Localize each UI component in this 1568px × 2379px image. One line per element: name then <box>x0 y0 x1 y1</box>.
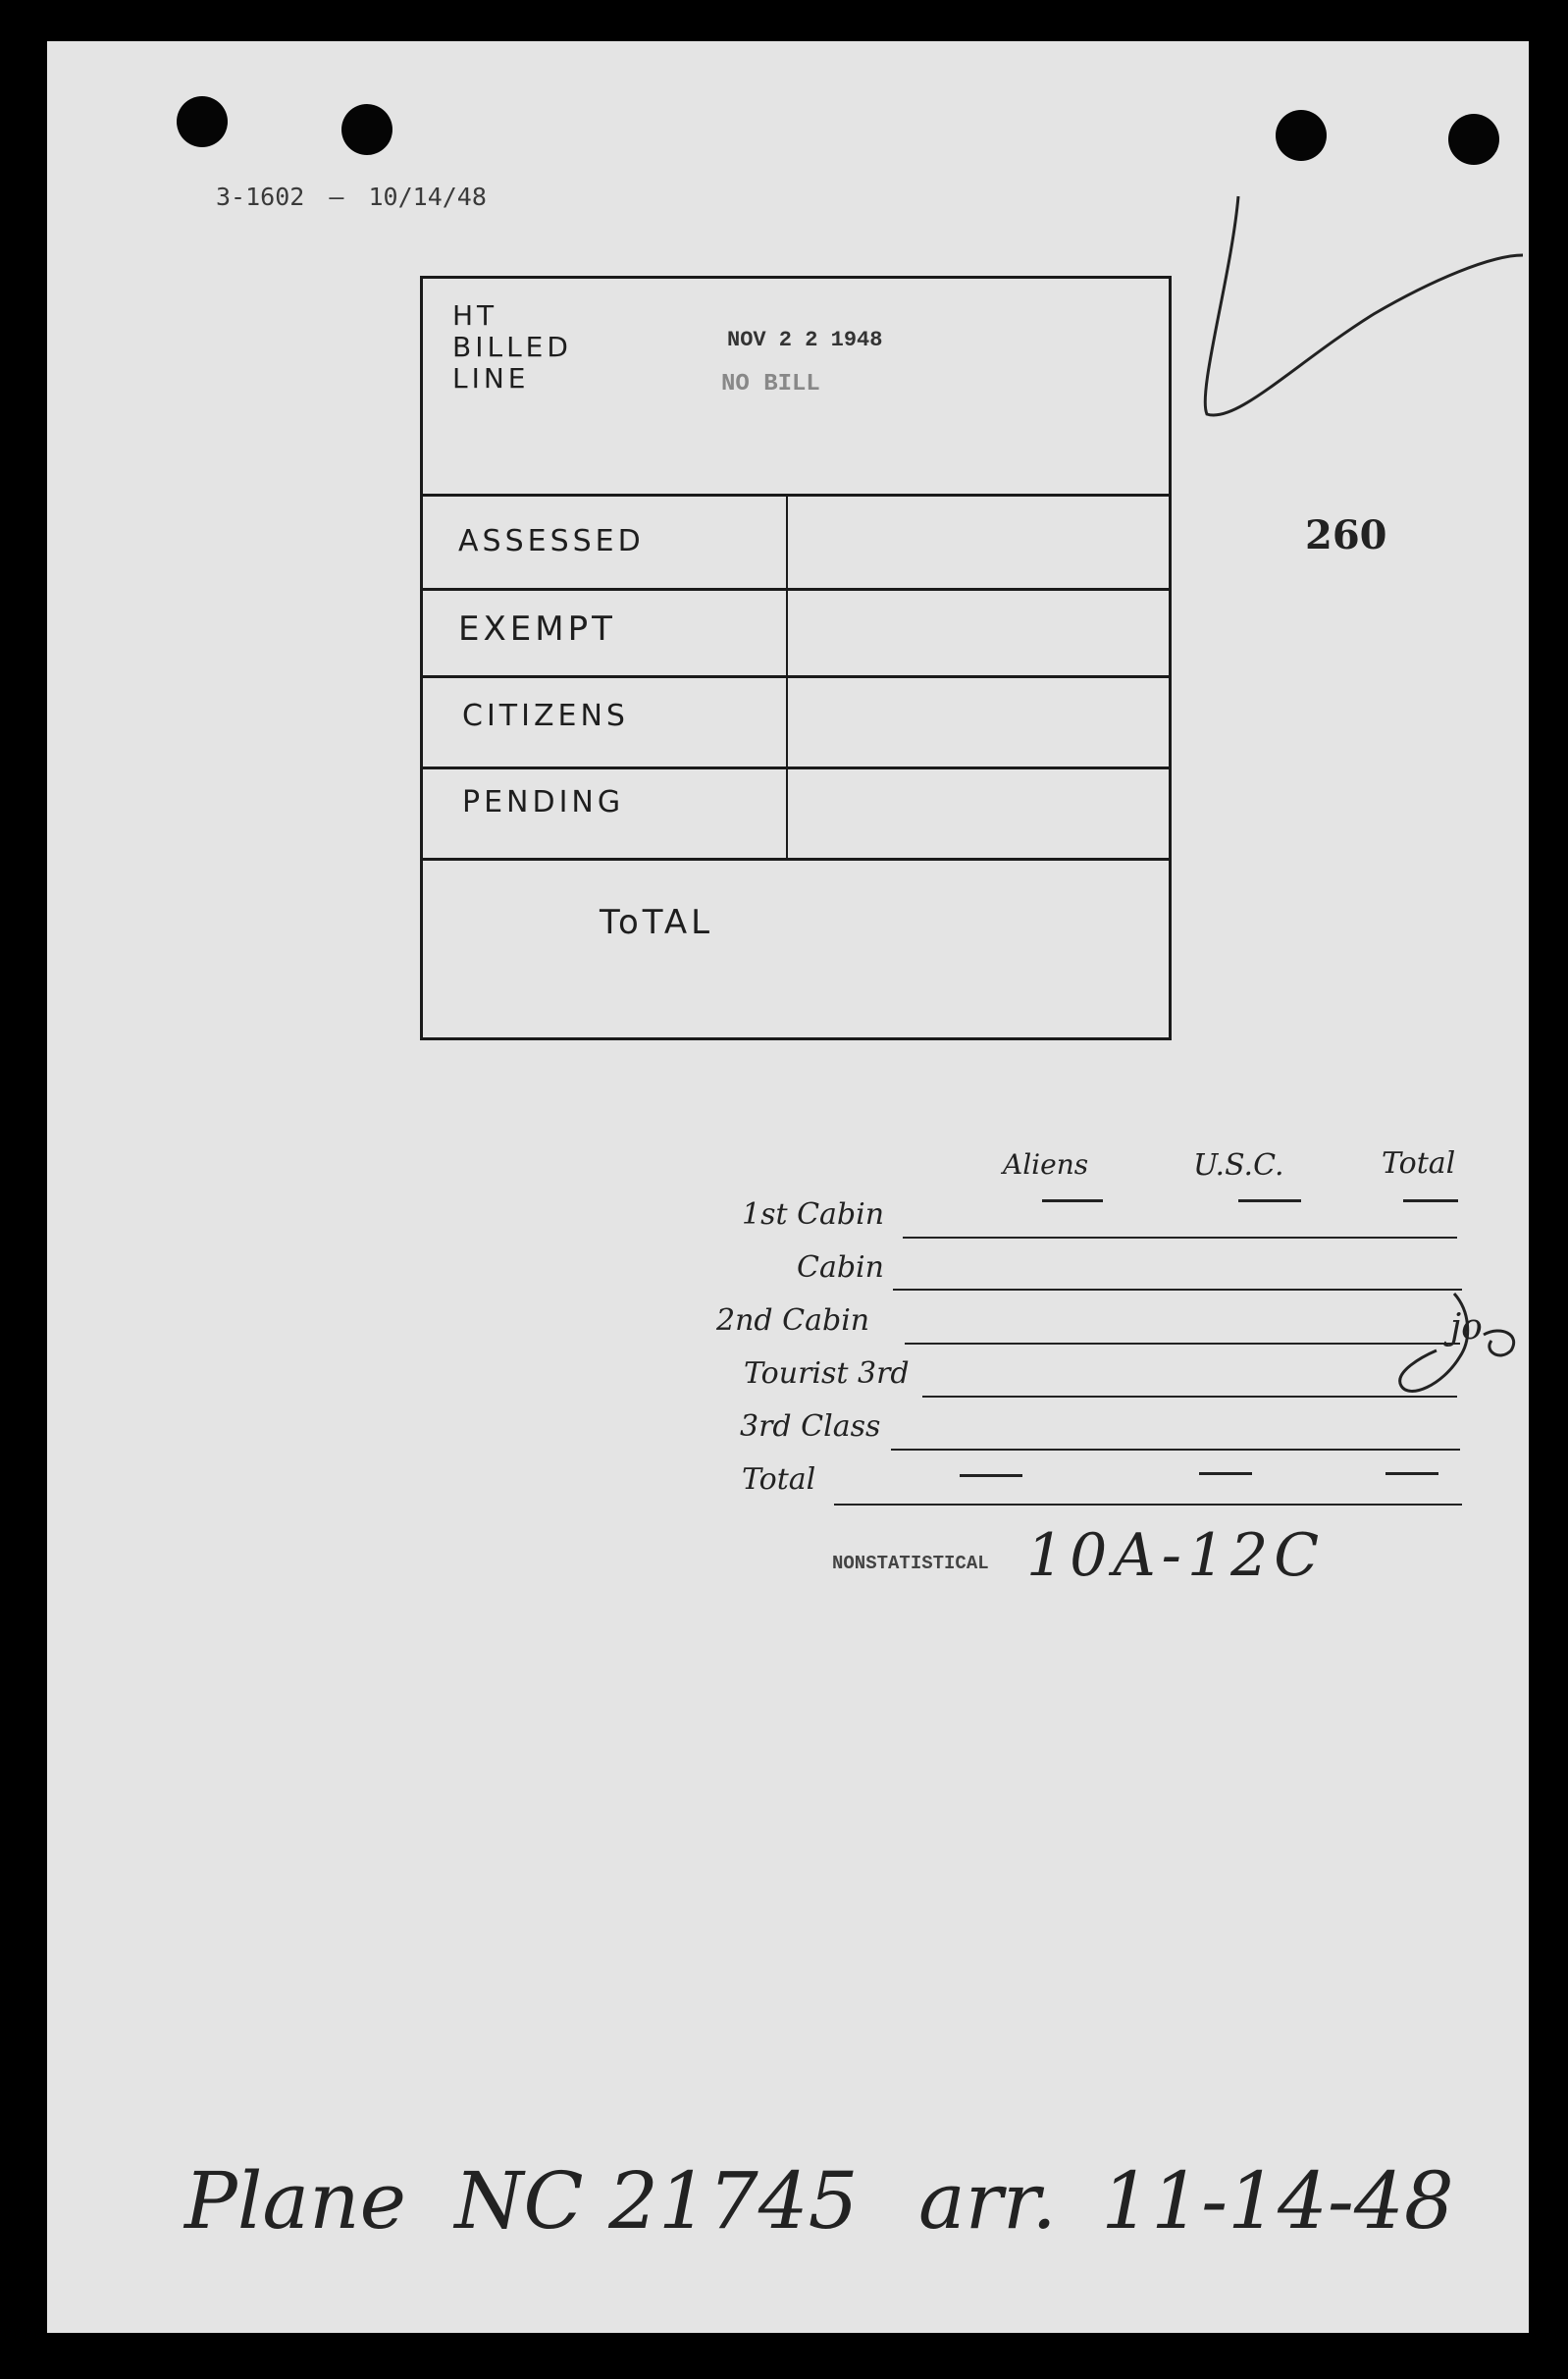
row-3rd-class: 3rd Class <box>740 1409 881 1444</box>
page-number: 260 <box>1305 512 1387 558</box>
punch-hole <box>1276 110 1327 161</box>
check-mark-icon <box>1177 186 1541 432</box>
nonstatistical-stamp: NONSTATISTICAL <box>832 1553 989 1574</box>
document-header <box>216 183 487 211</box>
column-aliens: Aliens <box>1003 1148 1089 1181</box>
row-assessed: ASSESSED <box>458 524 645 558</box>
punch-hole <box>177 96 228 147</box>
no-bill-stamp: NO BILL <box>721 371 820 397</box>
punch-hole <box>1448 114 1499 165</box>
column-usc: U.S.C. <box>1193 1148 1284 1183</box>
header-date: 10/14/48 <box>368 183 487 211</box>
footer-registration: NC 21745 <box>454 2155 859 2247</box>
footer-arrived: arr. <box>918 2155 1057 2247</box>
row-cabin: Cabin <box>797 1250 884 1285</box>
row-1st-cabin: 1st Cabin <box>742 1197 885 1232</box>
footer-plane: Plane <box>184 2155 406 2247</box>
row-pending: PENDING <box>462 785 625 819</box>
header-dash: — <box>329 183 344 211</box>
footer-annotation <box>184 2155 1454 2247</box>
row-2nd-cabin: 2nd Cabin <box>716 1303 870 1338</box>
row-citizens: CITIZENS <box>462 699 629 733</box>
initials-mark: jo <box>1450 1307 1483 1348</box>
row-total: ToTAL <box>600 903 714 942</box>
billing-stamp-box <box>420 276 1172 1040</box>
row-tourist-3rd: Tourist 3rd <box>744 1356 910 1391</box>
row-exempt: EXEMPT <box>458 609 616 649</box>
column-total: Total <box>1382 1146 1456 1181</box>
file-reference: 3-1602 <box>216 183 305 211</box>
footer-date: 11-14-48 <box>1101 2155 1454 2247</box>
row-total: Total <box>742 1462 816 1497</box>
nonstatistical-code: 10A-12C <box>1026 1521 1326 1590</box>
punch-hole <box>341 104 392 155</box>
billed-label: HT BILLED LINE <box>452 299 572 395</box>
date-stamp: NOV 2 2 1948 <box>727 328 883 352</box>
